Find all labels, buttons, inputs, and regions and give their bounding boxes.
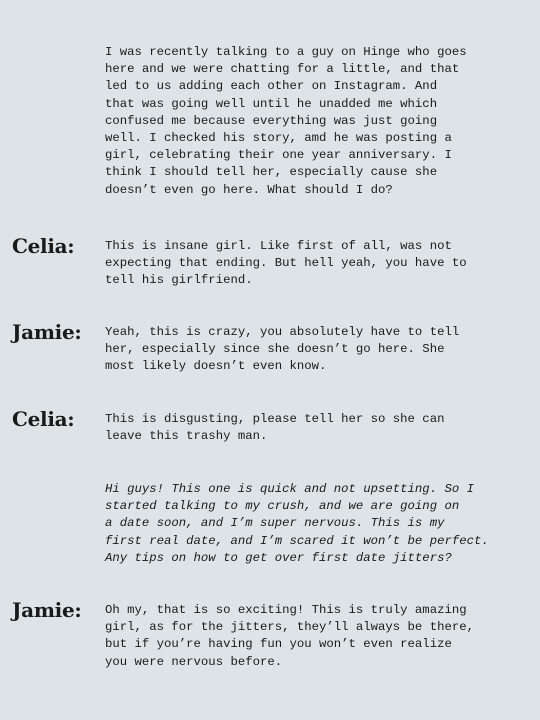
speaker-name: Jamie: [12,320,82,344]
speaker-name: Jamie: [12,598,82,622]
question-1-text: I was recently talking to a guy on Hinge who goes here and we were chatting for a little, and that led to us adding each other on Instagram. And that was going well until he unadded me which confused me because everything was just going well. I checked his story, amd he was posting a girl, celebrating their one year anniversary. I think I should tell her, especially cause she doesn’t even go here. What should I do? [105,45,467,197]
question-2-text: Hi guys! This one is quick and not upsetting. So I started talking to my crush, and we are going on a date soon, and I’m super nervous. This is my first real date, and I’m scared it won’t be perfect. Any tips on how to get over first date jitters? [105,482,489,565]
speaker-name: Celia: [12,234,75,258]
answer-celia-2-text: This is disgusting, please tell her so she can leave this trashy man. [105,412,445,444]
answer-jamie-1-text: Yeah, this is crazy, you absolutely have to tell her, especially since she doesn’t go here. She most likely doesn’t even know. [105,325,460,374]
answer-celia-1-text: This is insane girl. Like first of all, was not expecting that ending. But hell yeah, you have to tell his girlfriend. [105,239,467,288]
answer-jamie-2-text: Oh my, that is so exciting! This is truly amazing girl, as for the jitters, they’ll always be there, but if you’re having fun you won’t even realize you were nervous before. [105,603,474,669]
speaker-name: Celia: [12,407,75,431]
